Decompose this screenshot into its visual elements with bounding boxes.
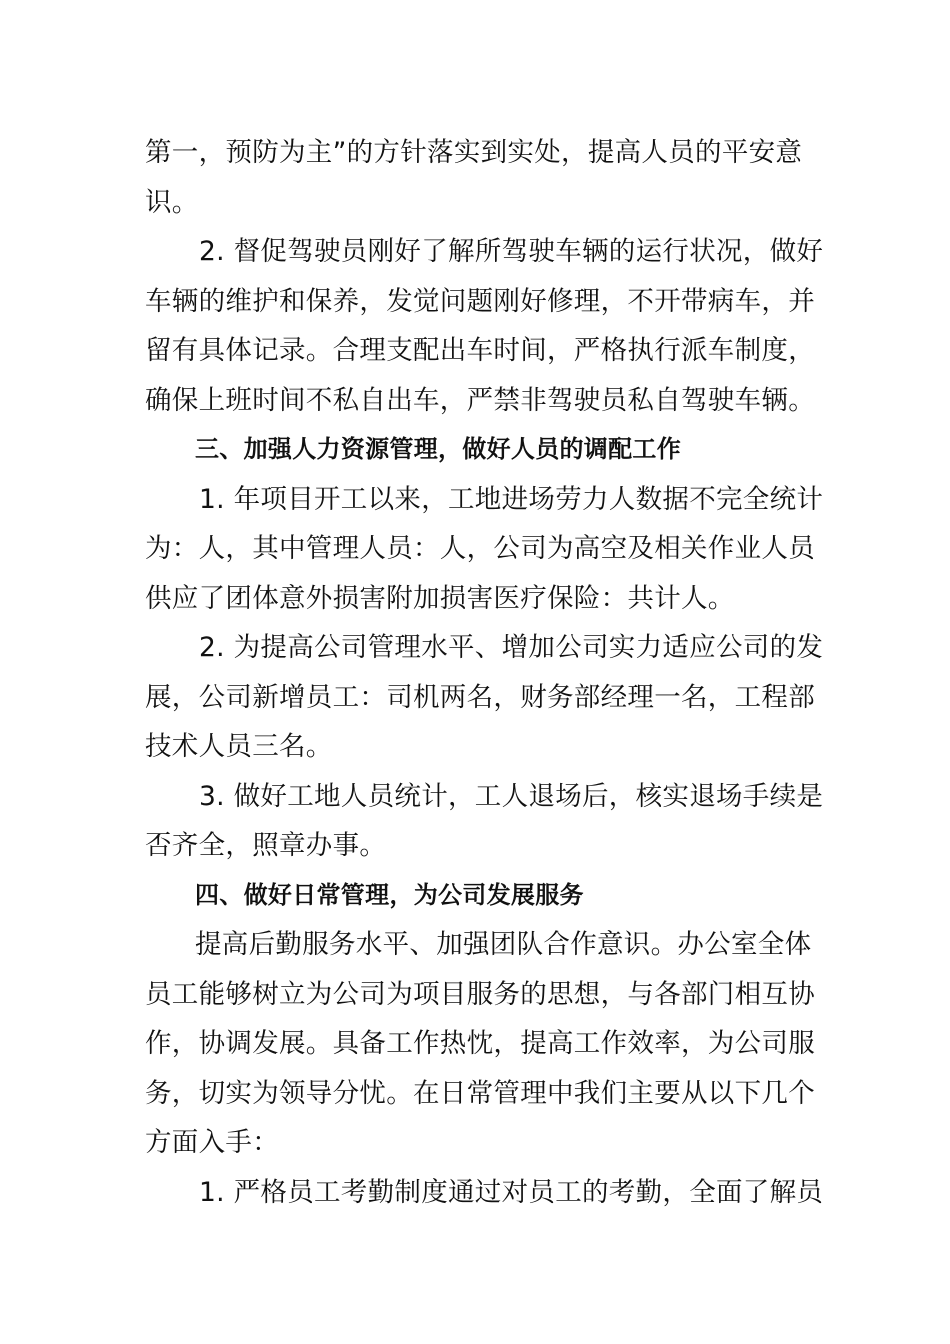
document-body [145, 128, 824, 1217]
text-line: 供应了团体意外损害附加损害医疗保险：共计人。 [145, 582, 735, 614]
text-line: 展，公司新增员工：司机两名，财务部经理一名，工程部 [145, 681, 815, 713]
text-line: 1. 严格员工考勤制度通过对员工的考勤，全面了解员 [199, 1176, 824, 1208]
text-line: 员工能够树立为公司为项目服务的思想，与各部门相互协 [145, 978, 815, 1010]
text-line: 方面入手： [145, 1127, 279, 1158]
paragraph-logistics-service [145, 920, 815, 1168]
text-line: 识。 [145, 186, 199, 218]
text-line: 留有具体记录。合理支配出车时间，严格执行派车制度， [145, 335, 815, 366]
paragraph-safety-awareness [145, 128, 807, 227]
text-line: 2. 督促驾驶员刚好了解所驾驶车辆的运行状况，做好 [199, 236, 824, 267]
text-line: 为：人，其中管理人员：人，公司为高空及相关作业人员 [145, 533, 815, 564]
text-line: 1. 年项目开工以来，工地进场劳力人数据不完全统计 [199, 483, 824, 515]
text-line: 技术人员三名。 [145, 731, 333, 762]
text-line: 3. 做好工地人员统计，工人退场后，核实退场手续是 [199, 780, 824, 812]
heading-text: 四、做好日常管理，为公司发展服务 [195, 880, 584, 909]
text-line: 作，协调发展。具备工作热忱，提高工作效率，为公司服 [145, 1028, 815, 1059]
text-line: 否齐全，照章办事。 [145, 830, 387, 861]
text-line: 提高后勤服务水平、加强团队合作意识。办公室全体 [195, 929, 812, 960]
text-line: 第一，预防为主”的方针落实到实处，提高人员的平安意 [145, 137, 803, 168]
text-line: 确保上班时间不私自出车，严禁非驾驶员私自驾驶车辆。 [145, 384, 815, 416]
text-line: 务，切实为领导分忧。在日常管理中我们主要从以下几个 [145, 1077, 815, 1109]
section-heading-hr-management [145, 425, 807, 475]
text-line: 车辆的维护和保养，发觉问题刚好修理，不开带病车，并 [145, 285, 815, 317]
section-heading-daily-management [145, 871, 807, 921]
paragraph-attendance [145, 1168, 824, 1218]
paragraph-site-statistics [145, 772, 824, 871]
paragraph-new-staff [145, 623, 824, 772]
paragraph-driver-supervision [145, 227, 824, 425]
text-line: 2. 为提高公司管理水平、增加公司实力适应公司的发 [199, 632, 824, 663]
paragraph-labor-statistics [145, 475, 824, 624]
heading-text: 三、加强人力资源管理，做好人员的调配工作 [195, 435, 681, 463]
